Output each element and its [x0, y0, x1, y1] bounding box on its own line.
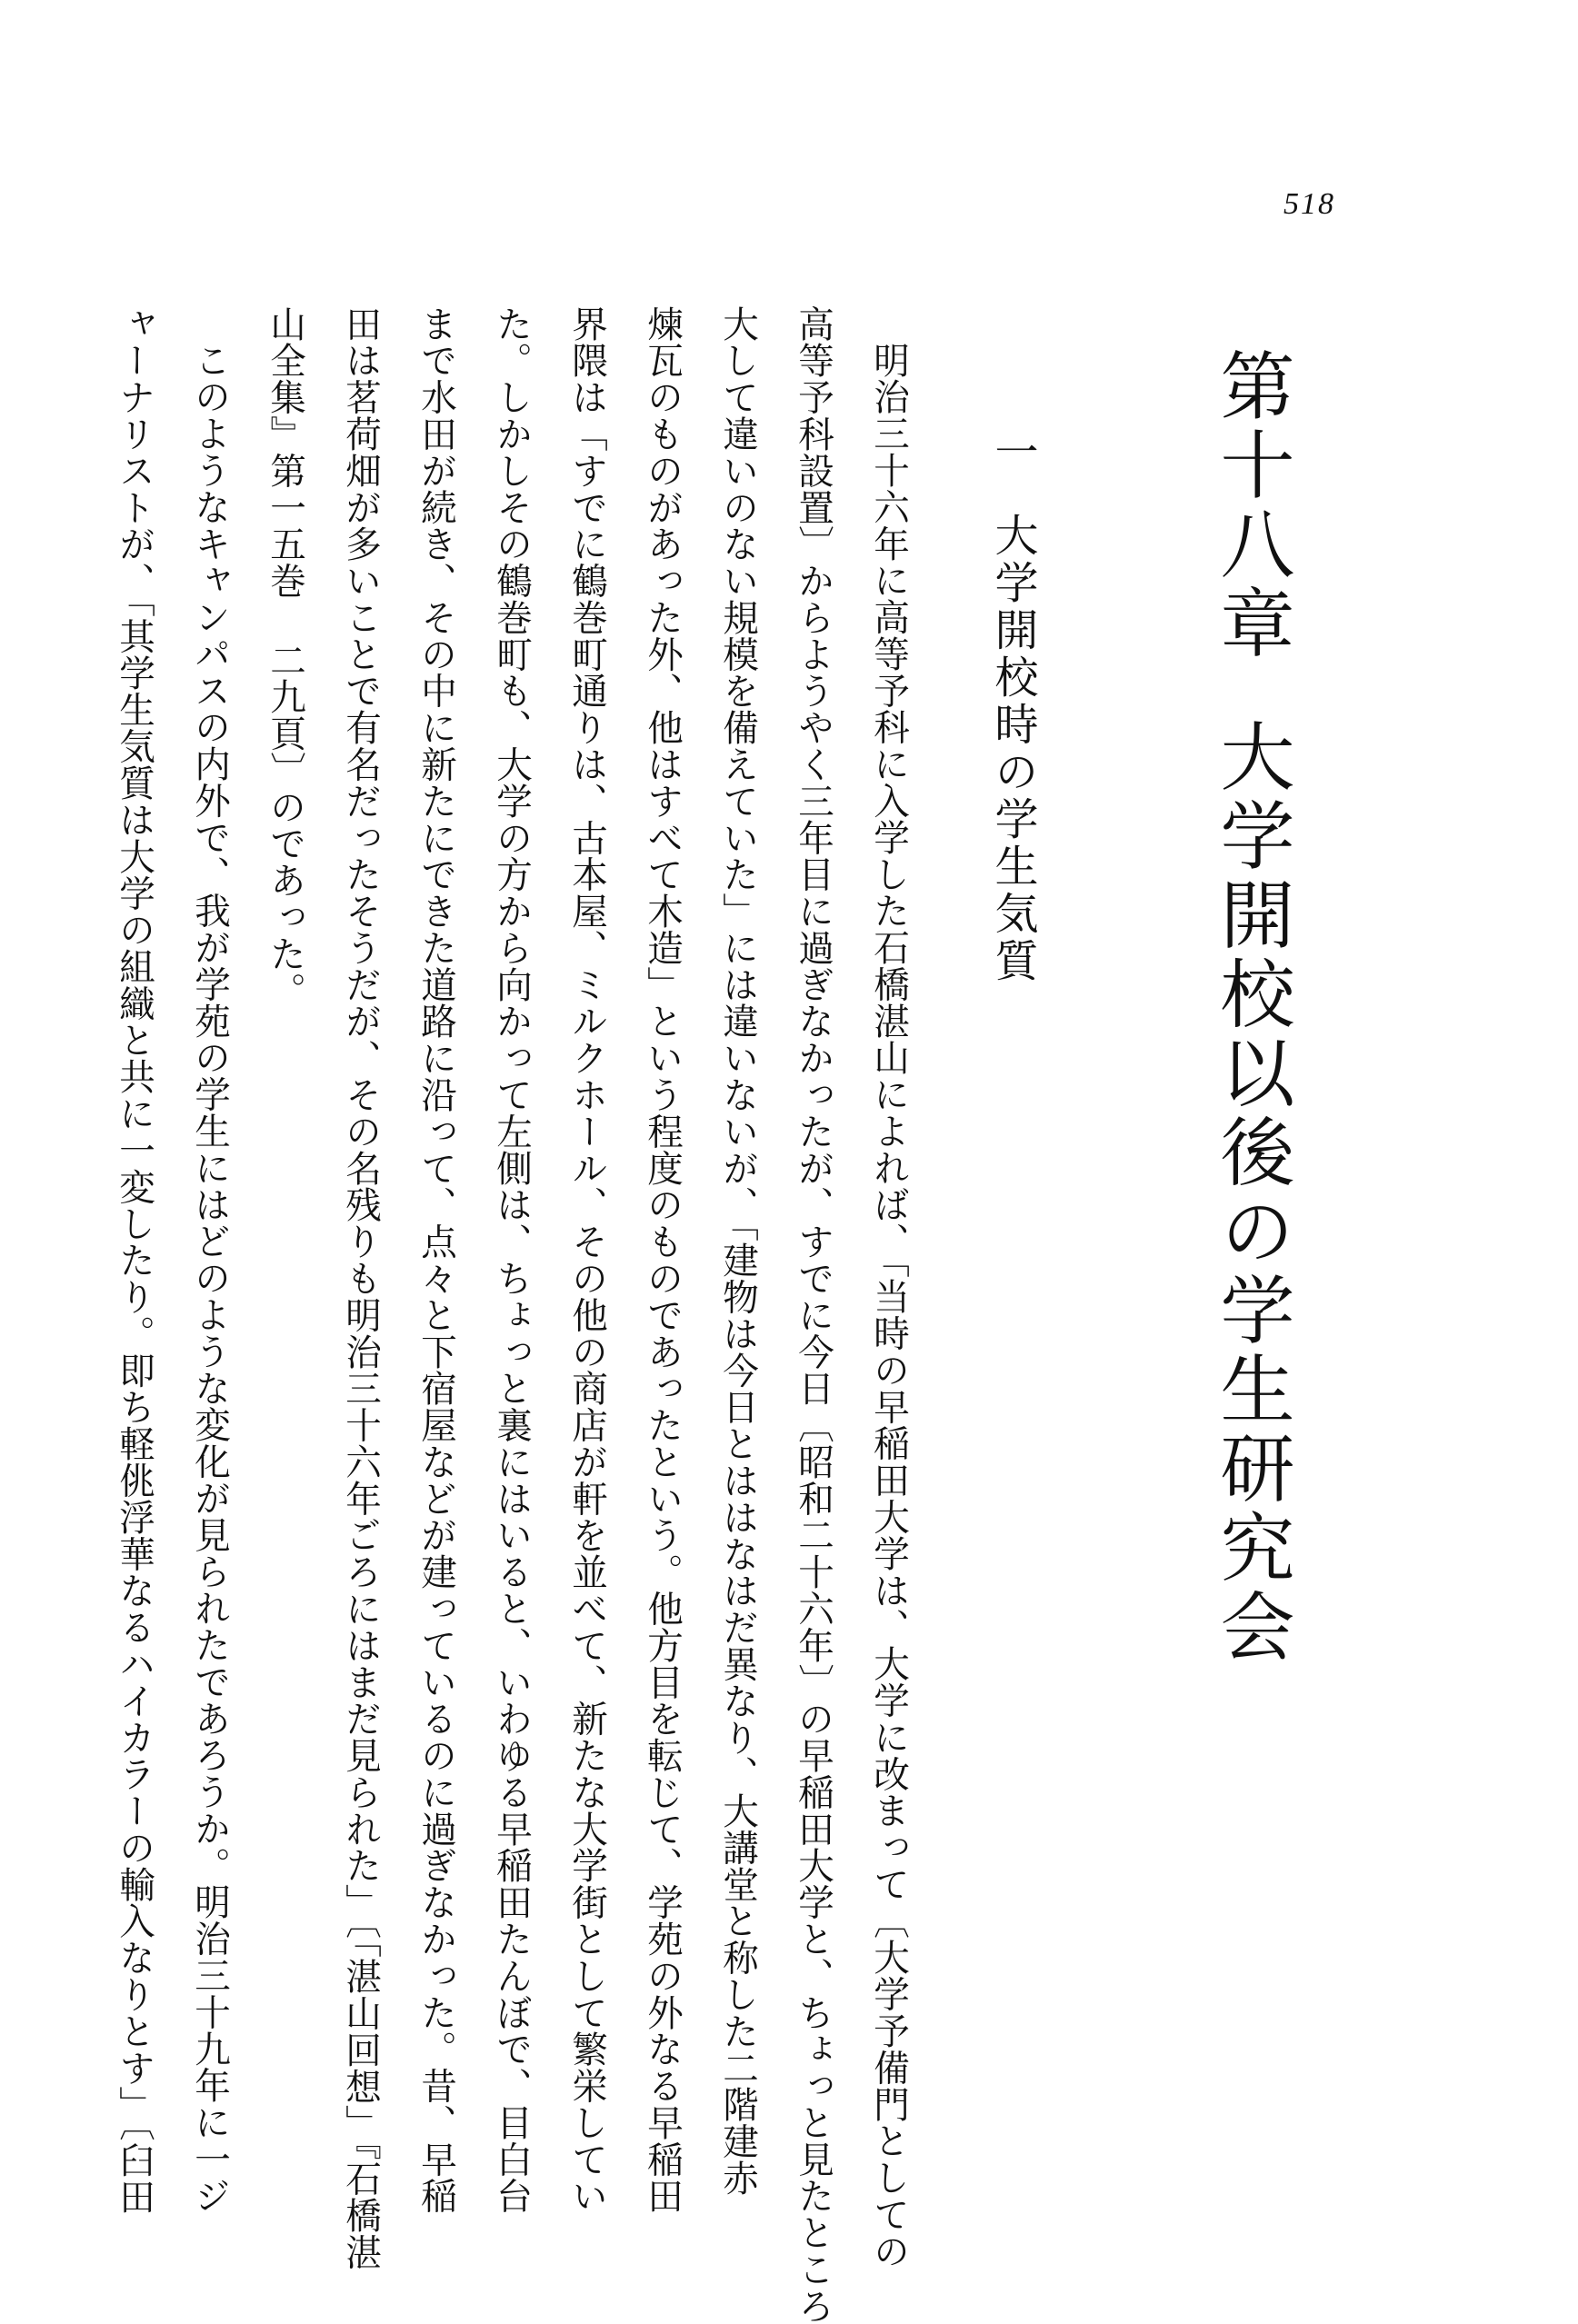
text-line: ャーナリストが、「其学生気質は大学の組織と共に一変したり。即ち軽佻浮華なるハイカラーの輸入なりとす」〔臼田 — [113, 305, 155, 2216]
chapter-title — [1208, 347, 1294, 1667]
page-number: 518 — [1283, 187, 1335, 221]
text-line: 明治三十六年に高等予科に入学した石橋湛山によれば、「当時の早稲田大学は、大学に改まって〔大学予備門としての — [867, 342, 910, 2269]
text-line: た。しかしその鶴巻町も、大学の方から向かって左側は、ちょっと裏にはいると、いわゆる早稲田たんぼで、目白台 — [490, 305, 533, 2215]
text-line: 煉瓦のものがあった外、他はすべて木造」という程度のものであったという。他方目を転じて、学苑の外なる早稲田 — [641, 305, 684, 2215]
chapter-number: 第十八章 — [1208, 347, 1294, 663]
chapter-name: 大学開校以後の学生研究会 — [1208, 718, 1294, 1667]
text-line: 田は茗荷畑が多いことで有名だったそうだが、その名残りも明治三十六年ごろにはまだ見られた」〔「湛山回想」『石橋湛 — [339, 305, 382, 2271]
section-number: 一 — [987, 429, 1038, 476]
text-line: 界隈は「すでに鶴巻町通りは、古本屋、ミルクホール、その他の商店が軒を並べて、新たな大学街として繁栄してい — [565, 305, 608, 2215]
text-line: このようなキャンパスの内外で、我が学苑の学生にはどのような変化が見られたであろうか。明治三十九年に一ジ — [188, 342, 231, 2214]
section-title: 大学開校時の学生気質 — [987, 513, 1038, 985]
text-line: 大して違いのない規模を備えていた」には違いないが、「建物は今日とははなはだ異なり、大講堂と称した二階建赤 — [716, 305, 759, 2197]
text-line: まで水田が続き、その中に新たにできた道路に沿って、点々と下宿屋などが建っているのに過ぎなかった。昔、早稲 — [414, 305, 457, 2215]
text-line: 高等予科設置〕からようやく三年目に過ぎなかったが、すでに今日〔昭和二十六年〕の早稲田大学と、ちょっと見たところ — [792, 305, 834, 2324]
text-line: 山全集』第一五巻 二九頁〕のであった。 — [264, 305, 306, 1009]
section-heading — [987, 429, 1038, 985]
